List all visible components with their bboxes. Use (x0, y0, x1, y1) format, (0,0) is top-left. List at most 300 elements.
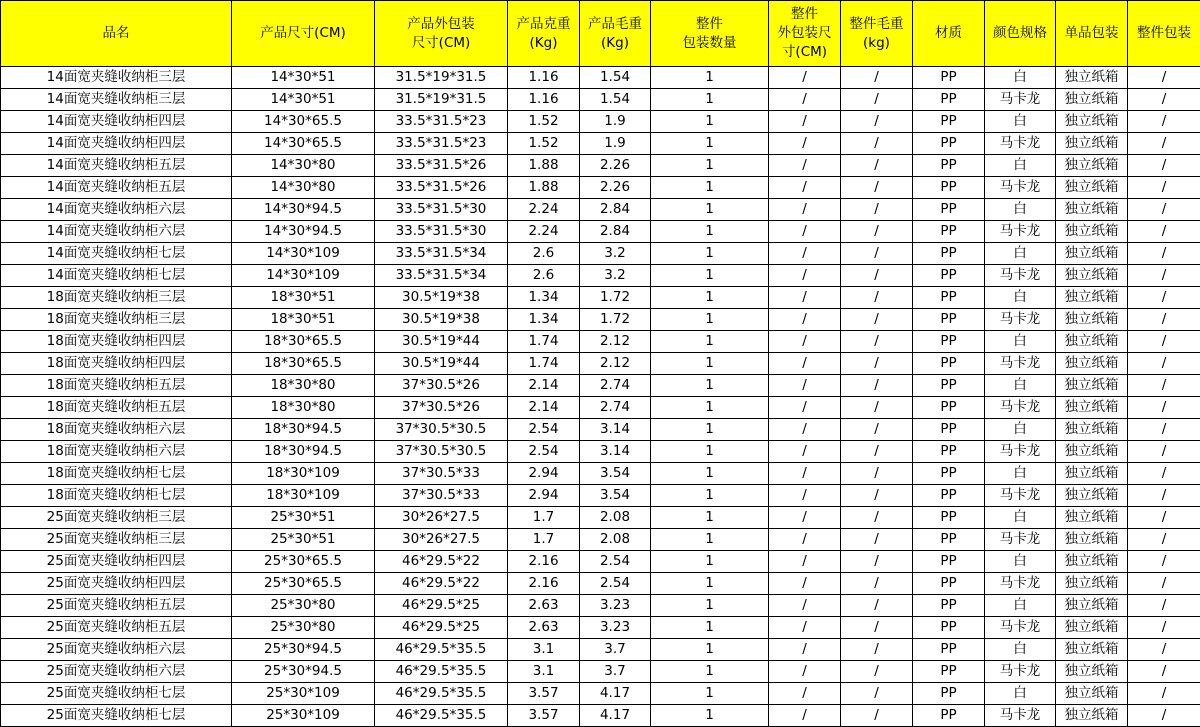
cell-carton-size: / (769, 397, 841, 419)
cell-carton-quantity: 1 (651, 67, 769, 89)
cell-carton-packaging: / (1128, 463, 1200, 485)
cell-carton-quantity: 1 (651, 551, 769, 573)
cell-outer-package-size: 37*30.5*30.5 (375, 419, 508, 441)
cell-carton-quantity: 1 (651, 199, 769, 221)
cell-material: PP (913, 705, 985, 727)
table-row (1, 529, 1200, 551)
cell-product-name: 25面宽夹缝收纳柜五层 (1, 617, 232, 639)
cell-gross-weight: 3.7 (580, 639, 651, 661)
cell-product-size: 25*30*109 (232, 683, 375, 705)
cell-product-size: 25*30*51 (232, 529, 375, 551)
cell-color-spec: 白 (985, 507, 1056, 529)
cell-carton-gross-weight: / (841, 661, 913, 683)
cell-carton-quantity: 1 (651, 507, 769, 529)
cell-carton-size: / (769, 287, 841, 309)
cell-net-weight: 1.74 (508, 331, 580, 353)
cell-carton-packaging: / (1128, 419, 1200, 441)
cell-product-name: 14面宽夹缝收纳柜三层 (1, 89, 232, 111)
cell-carton-gross-weight: / (841, 243, 913, 265)
cell-net-weight: 2.6 (508, 265, 580, 287)
cell-outer-package-size: 46*29.5*35.5 (375, 705, 508, 727)
cell-carton-size: / (769, 155, 841, 177)
cell-unit-packaging: 独立纸箱 (1056, 573, 1128, 595)
cell-carton-size: / (769, 617, 841, 639)
cell-product-size: 18*30*51 (232, 309, 375, 331)
cell-net-weight: 1.34 (508, 309, 580, 331)
cell-product-size: 14*30*65.5 (232, 111, 375, 133)
cell-carton-size: / (769, 595, 841, 617)
cell-carton-packaging: / (1128, 331, 1200, 353)
cell-net-weight: 2.54 (508, 419, 580, 441)
cell-outer-package-size: 30*26*27.5 (375, 529, 508, 551)
cell-carton-gross-weight: / (841, 397, 913, 419)
cell-product-name: 18面宽夹缝收纳柜五层 (1, 397, 232, 419)
header-color-spec: 颜色规格 (985, 1, 1056, 67)
cell-net-weight: 1.16 (508, 89, 580, 111)
cell-gross-weight: 1.54 (580, 67, 651, 89)
cell-carton-size: / (769, 265, 841, 287)
cell-carton-quantity: 1 (651, 353, 769, 375)
cell-color-spec: 马卡龙 (985, 705, 1056, 727)
cell-carton-gross-weight: / (841, 111, 913, 133)
cell-color-spec: 白 (985, 243, 1056, 265)
cell-color-spec: 马卡龙 (985, 89, 1056, 111)
cell-carton-gross-weight: / (841, 221, 913, 243)
cell-carton-packaging: / (1128, 639, 1200, 661)
cell-net-weight: 2.63 (508, 617, 580, 639)
cell-product-name: 18面宽夹缝收纳柜四层 (1, 331, 232, 353)
cell-product-size: 14*30*109 (232, 243, 375, 265)
cell-gross-weight: 2.74 (580, 375, 651, 397)
cell-carton-gross-weight: / (841, 199, 913, 221)
cell-carton-packaging: / (1128, 617, 1200, 639)
table-row (1, 419, 1200, 441)
header-gross-weight: 产品毛重 (Kg) (580, 1, 651, 67)
cell-net-weight: 2.14 (508, 375, 580, 397)
cell-carton-quantity: 1 (651, 309, 769, 331)
cell-material: PP (913, 661, 985, 683)
cell-material: PP (913, 243, 985, 265)
cell-carton-packaging: / (1128, 529, 1200, 551)
cell-outer-package-size: 33.5*31.5*23 (375, 111, 508, 133)
cell-outer-package-size: 37*30.5*33 (375, 485, 508, 507)
cell-material: PP (913, 89, 985, 111)
cell-color-spec: 马卡龙 (985, 397, 1056, 419)
cell-unit-packaging: 独立纸箱 (1056, 705, 1128, 727)
cell-color-spec: 白 (985, 199, 1056, 221)
table-row (1, 683, 1200, 705)
table-row (1, 551, 1200, 573)
cell-carton-gross-weight: / (841, 265, 913, 287)
cell-product-size: 25*30*94.5 (232, 661, 375, 683)
table-row (1, 705, 1200, 727)
cell-gross-weight: 4.17 (580, 705, 651, 727)
cell-carton-size: / (769, 353, 841, 375)
cell-product-size: 25*30*80 (232, 595, 375, 617)
cell-color-spec: 马卡龙 (985, 573, 1056, 595)
cell-material: PP (913, 155, 985, 177)
cell-carton-size: / (769, 485, 841, 507)
cell-color-spec: 白 (985, 639, 1056, 661)
cell-material: PP (913, 529, 985, 551)
cell-carton-size: / (769, 221, 841, 243)
cell-carton-size: / (769, 111, 841, 133)
cell-product-name: 14面宽夹缝收纳柜四层 (1, 111, 232, 133)
cell-product-size: 25*30*109 (232, 705, 375, 727)
table-row (1, 133, 1200, 155)
cell-color-spec: 白 (985, 375, 1056, 397)
cell-carton-size: / (769, 551, 841, 573)
cell-product-name: 25面宽夹缝收纳柜六层 (1, 661, 232, 683)
cell-color-spec: 马卡龙 (985, 221, 1056, 243)
cell-net-weight: 1.7 (508, 507, 580, 529)
table-row (1, 507, 1200, 529)
cell-product-size: 18*30*80 (232, 397, 375, 419)
cell-net-weight: 2.14 (508, 397, 580, 419)
cell-product-size: 18*30*80 (232, 375, 375, 397)
cell-unit-packaging: 独立纸箱 (1056, 221, 1128, 243)
cell-carton-packaging: / (1128, 89, 1200, 111)
cell-carton-quantity: 1 (651, 177, 769, 199)
cell-carton-packaging: / (1128, 375, 1200, 397)
cell-unit-packaging: 独立纸箱 (1056, 133, 1128, 155)
cell-material: PP (913, 617, 985, 639)
cell-gross-weight: 2.12 (580, 353, 651, 375)
cell-carton-size: / (769, 683, 841, 705)
header-product-name: 品名 (1, 1, 232, 67)
cell-unit-packaging: 独立纸箱 (1056, 595, 1128, 617)
cell-unit-packaging: 独立纸箱 (1056, 111, 1128, 133)
cell-color-spec: 马卡龙 (985, 265, 1056, 287)
cell-material: PP (913, 111, 985, 133)
cell-carton-quantity: 1 (651, 485, 769, 507)
cell-color-spec: 马卡龙 (985, 177, 1056, 199)
cell-material: PP (913, 287, 985, 309)
cell-carton-gross-weight: / (841, 595, 913, 617)
cell-carton-packaging: / (1128, 683, 1200, 705)
cell-outer-package-size: 33.5*31.5*30 (375, 199, 508, 221)
cell-material: PP (913, 177, 985, 199)
cell-carton-quantity: 1 (651, 375, 769, 397)
cell-color-spec: 白 (985, 463, 1056, 485)
cell-carton-packaging: / (1128, 705, 1200, 727)
cell-unit-packaging: 独立纸箱 (1056, 551, 1128, 573)
table-row (1, 573, 1200, 595)
cell-product-name: 14面宽夹缝收纳柜五层 (1, 155, 232, 177)
cell-carton-packaging: / (1128, 595, 1200, 617)
cell-net-weight: 2.24 (508, 221, 580, 243)
cell-carton-size: / (769, 529, 841, 551)
cell-outer-package-size: 33.5*31.5*34 (375, 243, 508, 265)
cell-outer-package-size: 46*29.5*35.5 (375, 683, 508, 705)
cell-carton-packaging: / (1128, 485, 1200, 507)
cell-carton-packaging: / (1128, 353, 1200, 375)
cell-gross-weight: 1.54 (580, 89, 651, 111)
cell-material: PP (913, 463, 985, 485)
cell-carton-gross-weight: / (841, 375, 913, 397)
cell-gross-weight: 3.2 (580, 265, 651, 287)
table-row (1, 199, 1200, 221)
cell-carton-gross-weight: / (841, 529, 913, 551)
table-row (1, 155, 1200, 177)
cell-product-size: 18*30*94.5 (232, 441, 375, 463)
cell-product-name: 18面宽夹缝收纳柜三层 (1, 309, 232, 331)
cell-gross-weight: 1.9 (580, 133, 651, 155)
cell-carton-gross-weight: / (841, 287, 913, 309)
cell-carton-gross-weight: / (841, 551, 913, 573)
cell-carton-gross-weight: / (841, 67, 913, 89)
cell-carton-packaging: / (1128, 177, 1200, 199)
cell-net-weight: 3.1 (508, 639, 580, 661)
cell-carton-packaging: / (1128, 507, 1200, 529)
cell-carton-quantity: 1 (651, 111, 769, 133)
table-row (1, 67, 1200, 89)
cell-material: PP (913, 309, 985, 331)
header-carton-size: 整件 外包装尺 寸(CM) (769, 1, 841, 67)
header-carton-gross-weight: 整件毛重 (kg) (841, 1, 913, 67)
cell-product-size: 18*30*51 (232, 287, 375, 309)
cell-gross-weight: 2.84 (580, 199, 651, 221)
cell-product-name: 14面宽夹缝收纳柜七层 (1, 265, 232, 287)
cell-product-name: 25面宽夹缝收纳柜七层 (1, 705, 232, 727)
cell-carton-gross-weight: / (841, 639, 913, 661)
cell-product-size: 25*30*51 (232, 507, 375, 529)
cell-unit-packaging: 独立纸箱 (1056, 243, 1128, 265)
cell-gross-weight: 3.54 (580, 485, 651, 507)
table-header (1, 1, 1200, 67)
cell-carton-packaging: / (1128, 441, 1200, 463)
cell-outer-package-size: 37*30.5*26 (375, 375, 508, 397)
cell-carton-quantity: 1 (651, 683, 769, 705)
cell-color-spec: 马卡龙 (985, 661, 1056, 683)
cell-color-spec: 白 (985, 595, 1056, 617)
cell-outer-package-size: 30.5*19*38 (375, 309, 508, 331)
cell-net-weight: 1.7 (508, 529, 580, 551)
cell-net-weight: 2.6 (508, 243, 580, 265)
cell-carton-gross-weight: / (841, 133, 913, 155)
cell-outer-package-size: 46*29.5*22 (375, 573, 508, 595)
cell-color-spec: 马卡龙 (985, 485, 1056, 507)
cell-product-name: 18面宽夹缝收纳柜七层 (1, 463, 232, 485)
cell-color-spec: 白 (985, 551, 1056, 573)
cell-carton-size: / (769, 705, 841, 727)
cell-carton-size: / (769, 309, 841, 331)
cell-color-spec: 白 (985, 287, 1056, 309)
cell-product-size: 14*30*51 (232, 67, 375, 89)
cell-color-spec: 白 (985, 111, 1056, 133)
table-row (1, 287, 1200, 309)
cell-product-name: 25面宽夹缝收纳柜五层 (1, 595, 232, 617)
cell-product-size: 18*30*109 (232, 463, 375, 485)
cell-carton-packaging: / (1128, 551, 1200, 573)
cell-net-weight: 1.88 (508, 177, 580, 199)
cell-color-spec: 马卡龙 (985, 353, 1056, 375)
cell-net-weight: 2.94 (508, 463, 580, 485)
cell-unit-packaging: 独立纸箱 (1056, 683, 1128, 705)
cell-outer-package-size: 46*29.5*35.5 (375, 661, 508, 683)
cell-carton-size: / (769, 375, 841, 397)
cell-material: PP (913, 485, 985, 507)
cell-product-size: 25*30*65.5 (232, 573, 375, 595)
cell-outer-package-size: 30*26*27.5 (375, 507, 508, 529)
cell-net-weight: 3.57 (508, 705, 580, 727)
cell-carton-packaging: / (1128, 221, 1200, 243)
cell-color-spec: 马卡龙 (985, 441, 1056, 463)
cell-unit-packaging: 独立纸箱 (1056, 265, 1128, 287)
cell-material: PP (913, 551, 985, 573)
cell-material: PP (913, 199, 985, 221)
cell-product-name: 18面宽夹缝收纳柜四层 (1, 353, 232, 375)
table-row (1, 617, 1200, 639)
cell-outer-package-size: 31.5*19*31.5 (375, 89, 508, 111)
cell-gross-weight: 1.72 (580, 309, 651, 331)
cell-material: PP (913, 683, 985, 705)
cell-material: PP (913, 67, 985, 89)
cell-carton-size: / (769, 243, 841, 265)
cell-carton-packaging: / (1128, 133, 1200, 155)
cell-product-name: 25面宽夹缝收纳柜六层 (1, 639, 232, 661)
cell-product-size: 18*30*65.5 (232, 353, 375, 375)
cell-net-weight: 1.34 (508, 287, 580, 309)
cell-outer-package-size: 30.5*19*44 (375, 353, 508, 375)
cell-product-name: 14面宽夹缝收纳柜七层 (1, 243, 232, 265)
cell-carton-packaging: / (1128, 265, 1200, 287)
cell-material: PP (913, 441, 985, 463)
header-net-weight: 产品克重 (Kg) (508, 1, 580, 67)
cell-carton-quantity: 1 (651, 155, 769, 177)
cell-gross-weight: 2.26 (580, 177, 651, 199)
cell-unit-packaging: 独立纸箱 (1056, 419, 1128, 441)
cell-color-spec: 马卡龙 (985, 133, 1056, 155)
table-row (1, 331, 1200, 353)
cell-gross-weight: 2.12 (580, 331, 651, 353)
cell-gross-weight: 2.54 (580, 551, 651, 573)
cell-product-size: 18*30*65.5 (232, 331, 375, 353)
cell-carton-quantity: 1 (651, 617, 769, 639)
table-row (1, 265, 1200, 287)
table-row (1, 89, 1200, 111)
cell-outer-package-size: 46*29.5*25 (375, 617, 508, 639)
cell-carton-gross-weight: / (841, 463, 913, 485)
cell-product-size: 14*30*80 (232, 177, 375, 199)
cell-outer-package-size: 37*30.5*26 (375, 397, 508, 419)
cell-product-name: 18面宽夹缝收纳柜五层 (1, 375, 232, 397)
cell-carton-gross-weight: / (841, 419, 913, 441)
cell-unit-packaging: 独立纸箱 (1056, 375, 1128, 397)
cell-carton-quantity: 1 (651, 89, 769, 111)
cell-unit-packaging: 独立纸箱 (1056, 485, 1128, 507)
cell-carton-packaging: / (1128, 397, 1200, 419)
cell-carton-size: / (769, 573, 841, 595)
cell-product-size: 14*30*109 (232, 265, 375, 287)
cell-material: PP (913, 595, 985, 617)
cell-carton-size: / (769, 507, 841, 529)
table-row (1, 441, 1200, 463)
table-row (1, 353, 1200, 375)
cell-product-size: 25*30*65.5 (232, 551, 375, 573)
cell-color-spec: 白 (985, 419, 1056, 441)
cell-unit-packaging: 独立纸箱 (1056, 507, 1128, 529)
table-row (1, 661, 1200, 683)
cell-carton-gross-weight: / (841, 617, 913, 639)
cell-carton-packaging: / (1128, 661, 1200, 683)
cell-material: PP (913, 375, 985, 397)
cell-product-name: 18面宽夹缝收纳柜六层 (1, 419, 232, 441)
header-carton-quantity: 整件 包装数量 (651, 1, 769, 67)
cell-carton-size: / (769, 639, 841, 661)
cell-product-size: 18*30*94.5 (232, 419, 375, 441)
cell-material: PP (913, 573, 985, 595)
cell-carton-gross-weight: / (841, 705, 913, 727)
cell-product-size: 14*30*51 (232, 89, 375, 111)
cell-product-name: 25面宽夹缝收纳柜三层 (1, 529, 232, 551)
cell-carton-quantity: 1 (651, 287, 769, 309)
cell-product-name: 25面宽夹缝收纳柜七层 (1, 683, 232, 705)
header-unit-packaging: 单品包装 (1056, 1, 1128, 67)
cell-product-size: 25*30*80 (232, 617, 375, 639)
cell-product-size: 14*30*65.5 (232, 133, 375, 155)
cell-unit-packaging: 独立纸箱 (1056, 67, 1128, 89)
cell-gross-weight: 3.54 (580, 463, 651, 485)
cell-net-weight: 1.52 (508, 133, 580, 155)
table-row (1, 463, 1200, 485)
cell-carton-quantity: 1 (651, 419, 769, 441)
header-product-size: 产品尺寸(CM) (232, 1, 375, 67)
cell-net-weight: 1.74 (508, 353, 580, 375)
cell-carton-packaging: / (1128, 243, 1200, 265)
cell-unit-packaging: 独立纸箱 (1056, 89, 1128, 111)
cell-net-weight: 2.24 (508, 199, 580, 221)
cell-outer-package-size: 33.5*31.5*26 (375, 155, 508, 177)
table-body (1, 67, 1200, 727)
cell-material: PP (913, 353, 985, 375)
cell-material: PP (913, 133, 985, 155)
cell-carton-gross-weight: / (841, 441, 913, 463)
cell-gross-weight: 3.14 (580, 419, 651, 441)
cell-carton-gross-weight: / (841, 573, 913, 595)
cell-unit-packaging: 独立纸箱 (1056, 639, 1128, 661)
cell-net-weight: 2.54 (508, 441, 580, 463)
cell-outer-package-size: 46*29.5*25 (375, 595, 508, 617)
cell-carton-quantity: 1 (651, 397, 769, 419)
cell-net-weight: 1.52 (508, 111, 580, 133)
table-row (1, 595, 1200, 617)
cell-carton-size: / (769, 419, 841, 441)
cell-unit-packaging: 独立纸箱 (1056, 287, 1128, 309)
cell-gross-weight: 2.74 (580, 397, 651, 419)
cell-outer-package-size: 31.5*19*31.5 (375, 67, 508, 89)
cell-carton-packaging: / (1128, 309, 1200, 331)
cell-product-size: 14*30*94.5 (232, 199, 375, 221)
cell-product-name: 18面宽夹缝收纳柜七层 (1, 485, 232, 507)
table-row (1, 221, 1200, 243)
cell-unit-packaging: 独立纸箱 (1056, 397, 1128, 419)
cell-net-weight: 2.16 (508, 551, 580, 573)
cell-outer-package-size: 33.5*31.5*26 (375, 177, 508, 199)
cell-gross-weight: 1.72 (580, 287, 651, 309)
cell-color-spec: 白 (985, 67, 1056, 89)
cell-material: PP (913, 221, 985, 243)
cell-unit-packaging: 独立纸箱 (1056, 661, 1128, 683)
cell-unit-packaging: 独立纸箱 (1056, 331, 1128, 353)
cell-carton-packaging: / (1128, 199, 1200, 221)
cell-net-weight: 1.88 (508, 155, 580, 177)
cell-outer-package-size: 30.5*19*38 (375, 287, 508, 309)
cell-product-name: 18面宽夹缝收纳柜六层 (1, 441, 232, 463)
header-carton-packaging: 整件包装 (1128, 1, 1200, 67)
cell-carton-packaging: / (1128, 155, 1200, 177)
cell-carton-size: / (769, 199, 841, 221)
